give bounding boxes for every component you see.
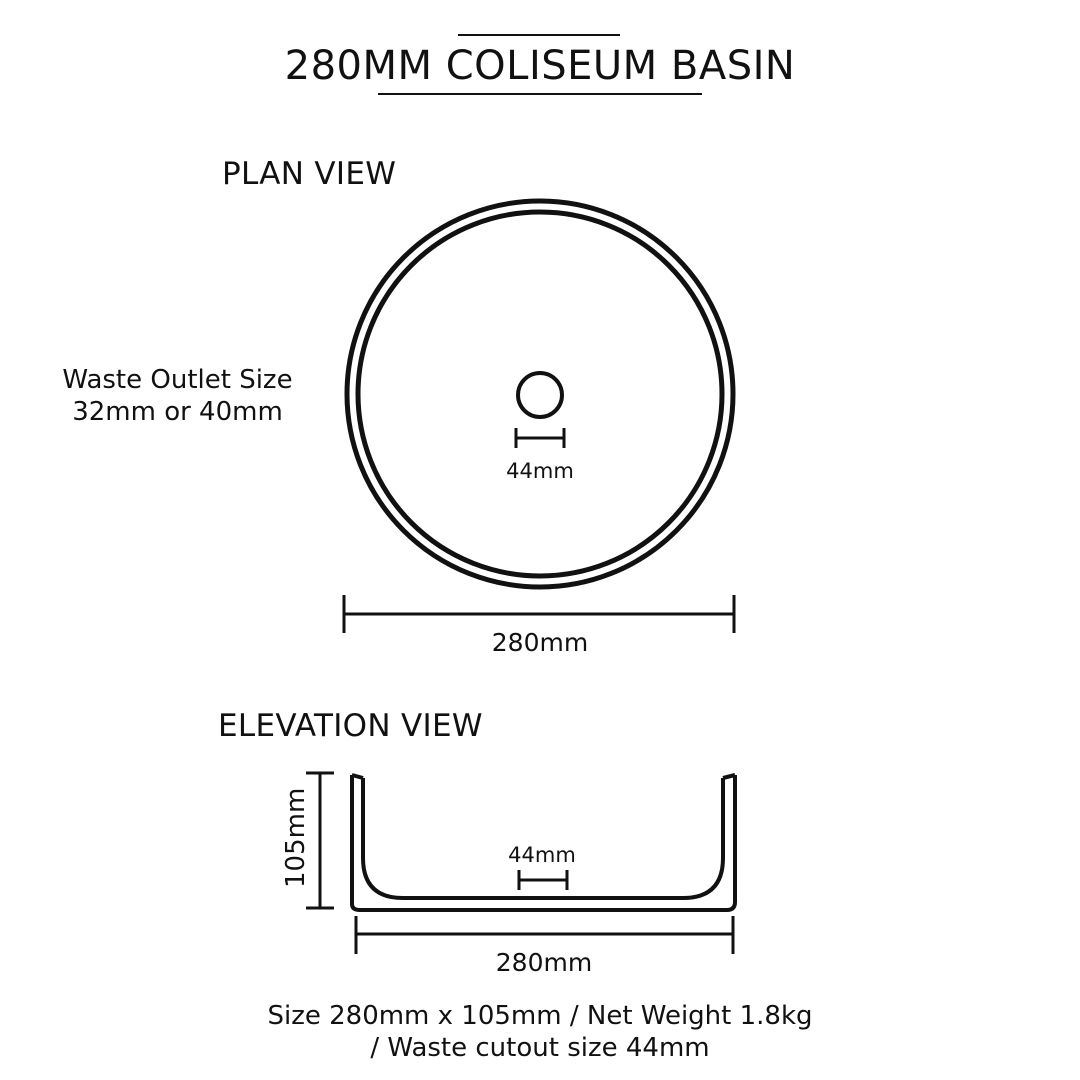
waste-outlet-note <box>30 364 325 428</box>
title-rule-bottom <box>378 93 702 95</box>
elev-hole-dimension-line <box>519 870 567 890</box>
plan-hole-dimension-label: 44mm <box>506 459 574 483</box>
elev-height-dimension-label: 105mm <box>281 787 311 888</box>
plan-view-drawing <box>344 201 734 633</box>
basin-inner-rim <box>358 212 722 576</box>
plan-view-label: PLAN VIEW <box>222 156 397 192</box>
basin-outer-rim <box>347 201 733 587</box>
title-rule-top <box>458 34 620 36</box>
waste-outlet-note-line2: 32mm or 40mm <box>72 397 283 427</box>
waste-outlet-hole <box>518 373 562 417</box>
page-title: 280MM COLISEUM BASIN <box>284 43 796 89</box>
elev-width-dimension-label: 280mm <box>495 948 593 977</box>
plan-width-dimension-label: 280mm <box>491 628 589 657</box>
summary-line1: Size 280mm x 105mm / Net Weight 1.8kg <box>267 1001 813 1031</box>
summary <box>0 1000 1080 1064</box>
plan-hole-dimension-line <box>516 428 564 448</box>
summary-line2: / Waste cutout size 44mm <box>370 1033 710 1063</box>
elevation-view-label: ELEVATION VIEW <box>218 708 483 744</box>
waste-outlet-note-line1: Waste Outlet Size <box>62 365 293 395</box>
elev-hole-dimension-label: 44mm <box>508 843 576 867</box>
